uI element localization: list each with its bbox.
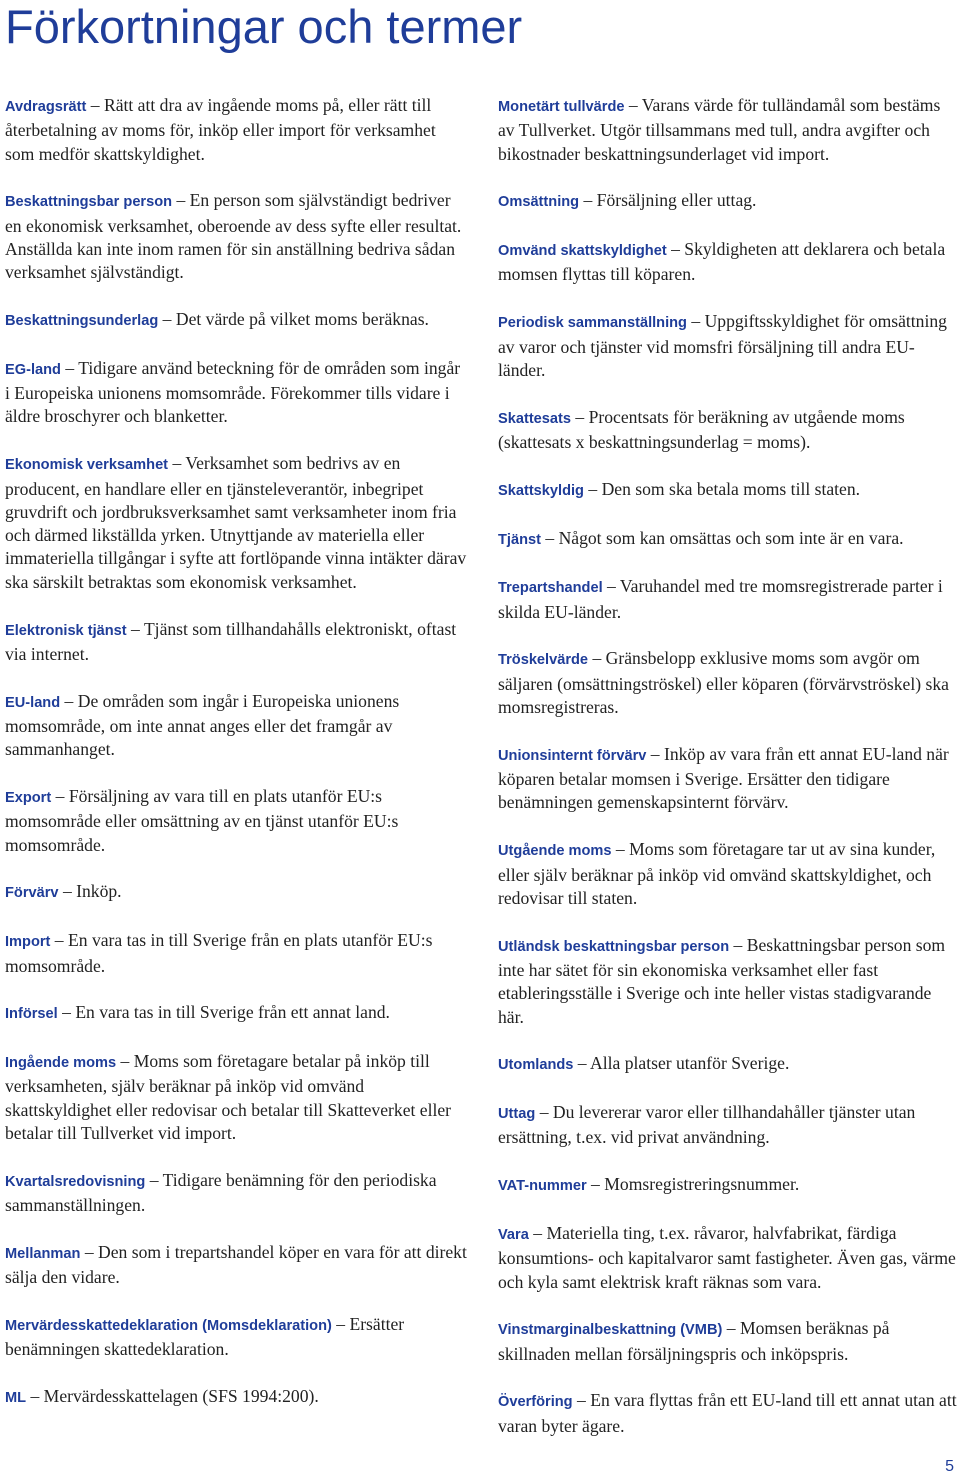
term-separator: – <box>116 1051 134 1072</box>
glossary-term: Införsel <box>5 1006 58 1023</box>
term-separator: – <box>60 357 79 378</box>
glossary-definition: Rätt att dra av ingående moms på, eller rätt till återbetalning av moms för, inköp eller import för verksamhet som medför skattskyldighet. <box>5 95 436 164</box>
glossary-term: Tjänst <box>498 531 541 548</box>
glossary-term: Unionsinternt förvärv <box>498 747 647 764</box>
glossary-definition: Den som ska betala moms till staten. <box>601 478 861 499</box>
term-separator: – <box>145 1169 163 1190</box>
term-separator: – <box>528 1223 547 1243</box>
glossary-term: Överföring <box>498 1394 573 1411</box>
term-separator: – <box>572 1390 591 1411</box>
glossary-term: EU-land <box>5 694 61 711</box>
glossary-entry <box>5 94 467 166</box>
glossary-term: Tröskelvärde <box>498 652 589 669</box>
glossary-definition: Varans värde för tulländamål som bestäms av Tullverket. Utgör tillsammans med tull, andra avgifter och bikostnader beskattningsunderlaget vid import. <box>498 95 941 164</box>
glossary-definition: Det värde på vilket moms beräknas. <box>175 309 429 330</box>
glossary-term: Monetärt tullvärde <box>498 99 625 115</box>
glossary-term: VAT-nummer <box>498 1178 587 1195</box>
glossary-entry <box>498 310 958 382</box>
glossary-term: Ingående moms <box>5 1055 117 1072</box>
term-separator: – <box>331 1313 350 1334</box>
term-separator: – <box>126 618 144 639</box>
glossary-entry <box>5 1169 467 1218</box>
glossary-definition: Alla platser utanför Sverige. <box>590 1053 790 1074</box>
glossary-definition: De områden som ingår i Europeiska unionens momsområde, om inte annat anges eller det framgår av sammanhanget. <box>5 690 400 760</box>
term-separator: – <box>540 527 559 548</box>
glossary-entry <box>5 308 467 333</box>
glossary-term: Mervärdesskattedeklaration (Momsdeklaration) <box>5 1317 332 1334</box>
term-separator: – <box>535 1102 553 1123</box>
glossary-term: Utgående moms <box>498 843 612 860</box>
term-separator: – <box>666 239 685 260</box>
glossary-definition: Ersätter benämningen skattedeklaration. <box>5 1313 405 1360</box>
glossary-entry <box>498 1052 958 1077</box>
glossary-definition: Inköp av vara från ett annat EU-land när köparen betalar momsen i Sverige. Ersätter den tidigare benämningen gemenskapsinternt förvärv. <box>498 743 949 813</box>
glossary-entry <box>5 1001 467 1026</box>
glossary-term: Beskattningsunderlag <box>5 313 159 330</box>
glossary-definition: Mervärdesskattelagen (SFS 1994:200). <box>43 1386 319 1407</box>
glossary-definition: Uppgiftsskyldighet för omsättning av varor och tjänster vid momsfri försäljning till andra EU-länder. <box>498 311 947 380</box>
glossary-definition: Inköp. <box>76 881 122 902</box>
term-separator: – <box>602 576 620 597</box>
glossary-term: Omsättning <box>498 194 580 211</box>
glossary-term: Skattskyldig <box>498 482 584 499</box>
term-separator: – <box>168 453 186 474</box>
glossary-entry <box>5 1313 467 1362</box>
glossary-definition: Försäljning av vara till en plats utanför EU:s momsområde eller omsättning av en tjänst utanför EU:s momsområde. <box>5 786 399 855</box>
glossary-entry <box>5 880 467 905</box>
glossary-entry <box>498 1222 958 1294</box>
glossary-entry <box>498 94 958 166</box>
glossary-definition: Tidigare använd beteckning för de områden som ingår i Europeiska unionens momsområde. Förekommer tills vidare i äldre broschyrer och blanketter. <box>5 357 461 427</box>
glossary-definition: Moms som företagare tar ut av sina kunder, eller själv beräknar på inköp vid omvänd skattskyldighet, och redovisar till staten. <box>498 839 936 908</box>
term-separator: – <box>583 478 602 499</box>
glossary-column-right <box>498 94 958 1462</box>
term-separator: – <box>588 648 606 669</box>
glossary-entry <box>498 189 958 214</box>
glossary-definition: Verksamhet som bedrivs av en producent, en handlare eller en tjänsteleverantör, inbegripet gruvdrift och jordbruksverksamhet samt verksamheter inom fria och därmed likställda yrken. Utnyttjande av materiella eller immateriella tillgångar i syfte att fortlöpande vinna intäkter därav ska särskilt betraktas som ekonomisk verksamhet. <box>5 453 467 592</box>
glossary-term: Trepartshandel <box>498 580 603 597</box>
glossary-definition: Varuhandel med tre momsregistrerade parter i skilda EU-länder. <box>498 576 943 622</box>
term-separator: – <box>158 309 176 330</box>
glossary-definition: Tjänst som tillhandahålls elektroniskt, oftast via internet. <box>5 618 457 664</box>
term-separator: – <box>60 690 78 711</box>
glossary-definition: En person som självständigt bedriver en ekonomisk verksamhet, oberoende av dess syfte eller resultat. Anställda kan inte inom ramen för sin anställning bedriva sådan verksamhet självständigt. <box>5 190 462 283</box>
glossary-term: ML <box>5 1390 27 1407</box>
glossary-entry <box>5 1385 467 1410</box>
term-separator: – <box>722 1318 740 1339</box>
glossary-entry <box>498 1173 958 1198</box>
glossary-entry <box>5 1241 467 1290</box>
glossary-definition: En vara tas in till Sverige från en plats utanför EU:s momsområde. <box>5 930 433 976</box>
glossary-definition: Momsregistreringsnummer. <box>604 1174 800 1195</box>
term-separator: – <box>624 95 642 115</box>
term-separator: – <box>57 1002 76 1023</box>
glossary-entry <box>498 838 958 910</box>
glossary-term: Utländsk beskattningsbar person <box>498 938 730 955</box>
glossary-entry <box>498 743 958 815</box>
glossary-entry <box>5 618 467 667</box>
glossary-term: Elektronisk tjänst <box>5 622 127 639</box>
glossary-definition: Moms som företagare betalar på inköp till verksamheten, själv beräknar på inköp vid omvänd skattskyldighet eller redovisar och betalar till Skatteverket eller betalar till Tullverket vid import. <box>5 1051 452 1143</box>
glossary-definition: Skyldigheten att deklarera och betala momsen flyttas till köparen. <box>498 239 946 285</box>
glossary-term: Beskattningsbar person <box>5 194 173 211</box>
term-separator: – <box>611 839 630 860</box>
page-title: Förkortningar och termer <box>5 0 523 53</box>
glossary-definition: Den som i trepartshandel köper en vara för att direkt sälja den vidare. <box>5 1241 467 1288</box>
glossary-entry <box>498 647 958 719</box>
term-separator: – <box>686 311 705 332</box>
glossary-term: Skattesats <box>498 410 572 427</box>
glossary-term: Mellanman <box>5 1245 81 1262</box>
glossary-term: Ekonomisk verksamhet <box>5 457 169 474</box>
glossary-entry <box>5 1050 467 1145</box>
glossary-entry <box>5 785 467 857</box>
glossary-entry <box>498 478 958 503</box>
glossary-definition: Materiella ting, t.ex. råvaror, halvfabrikat, färdiga konsumtions- och kapitalvaror samt fastigheter. Även gas, värme och kyla samt elektrisk kraft räknas som vara. <box>498 1223 956 1292</box>
glossary-term: Uttag <box>498 1106 536 1123</box>
glossary-definition: En vara flyttas från ett EU-land till ett annat utan att varan byter ägare. <box>498 1390 957 1436</box>
term-separator: – <box>729 934 747 955</box>
glossary-term: Omvänd skattskyldighet <box>498 243 667 260</box>
glossary-term: Avdragsrätt <box>5 99 87 115</box>
term-separator: – <box>571 406 589 427</box>
glossary-definition: Procentsats för beräkning av utgående moms (skattesats x beskattningsunderlag = moms). <box>498 406 905 452</box>
glossary-definition: Momsen beräknas på skillnaden mellan försäljningspris och inköpspris. <box>498 1318 890 1364</box>
glossary-entry <box>498 575 958 624</box>
term-separator: – <box>58 881 77 902</box>
term-separator: – <box>86 95 104 115</box>
glossary-term: Utomlands <box>498 1057 574 1074</box>
term-separator: – <box>172 190 190 211</box>
glossary-entry <box>5 690 467 762</box>
page-number: 5 <box>945 1458 954 1475</box>
glossary-definition: Du levererar varor eller tillhandahåller tjänster utan ersättning, t.ex. vid privat användning. <box>498 1102 916 1148</box>
glossary-term: Export <box>5 790 52 807</box>
glossary-definition: Gränsbelopp exklusive moms som avgör om säljaren (omsättningströskel) eller köparen (förvärvströskel) ska momsregistreras. <box>498 648 949 718</box>
glossary-entry <box>498 1317 958 1366</box>
term-separator: – <box>50 930 68 951</box>
term-separator: – <box>586 1174 605 1195</box>
glossary-term: Vinstmarginalbeskattning (VMB) <box>498 1322 723 1339</box>
glossary-entry <box>5 189 467 284</box>
glossary-term: Vara <box>498 1227 529 1243</box>
glossary-entry <box>498 1389 958 1438</box>
glossary-term: EG-land <box>5 361 61 378</box>
glossary-entry <box>498 1101 958 1150</box>
glossary-definition: En vara tas in till Sverige från ett annat land. <box>75 1002 390 1023</box>
glossary-term: Periodisk sammanställning <box>498 315 687 332</box>
term-separator: – <box>646 743 664 764</box>
glossary-entry <box>498 934 958 1029</box>
glossary-entry <box>5 929 467 978</box>
term-separator: – <box>573 1053 591 1074</box>
glossary-entry <box>498 406 958 455</box>
glossary-entry <box>498 527 958 552</box>
term-separator: – <box>579 190 597 211</box>
glossary-definition: Försäljning eller uttag. <box>596 190 757 211</box>
glossary-term: Kvartalsredovisning <box>5 1173 146 1190</box>
glossary-term: Import <box>5 934 51 951</box>
glossary-column-left <box>5 94 467 1434</box>
term-separator: – <box>80 1241 99 1262</box>
glossary-entry <box>498 238 958 287</box>
term-separator: – <box>26 1386 44 1407</box>
glossary-entry <box>5 357 467 429</box>
glossary-definition: Beskattningsbar person som inte har sätet för sin ekonomiska verksamhet eller fast etableringsställe i Sverige och inte heller vistas stadigvarande här. <box>498 934 946 1027</box>
glossary-entry <box>5 452 467 594</box>
glossary-definition: Något som kan omsättas och som inte är en vara. <box>558 527 904 548</box>
term-separator: – <box>51 786 69 807</box>
glossary-term: Förvärv <box>5 885 59 902</box>
glossary-definition: Tidigare benämning för den periodiska sammanställningen. <box>5 1169 437 1216</box>
